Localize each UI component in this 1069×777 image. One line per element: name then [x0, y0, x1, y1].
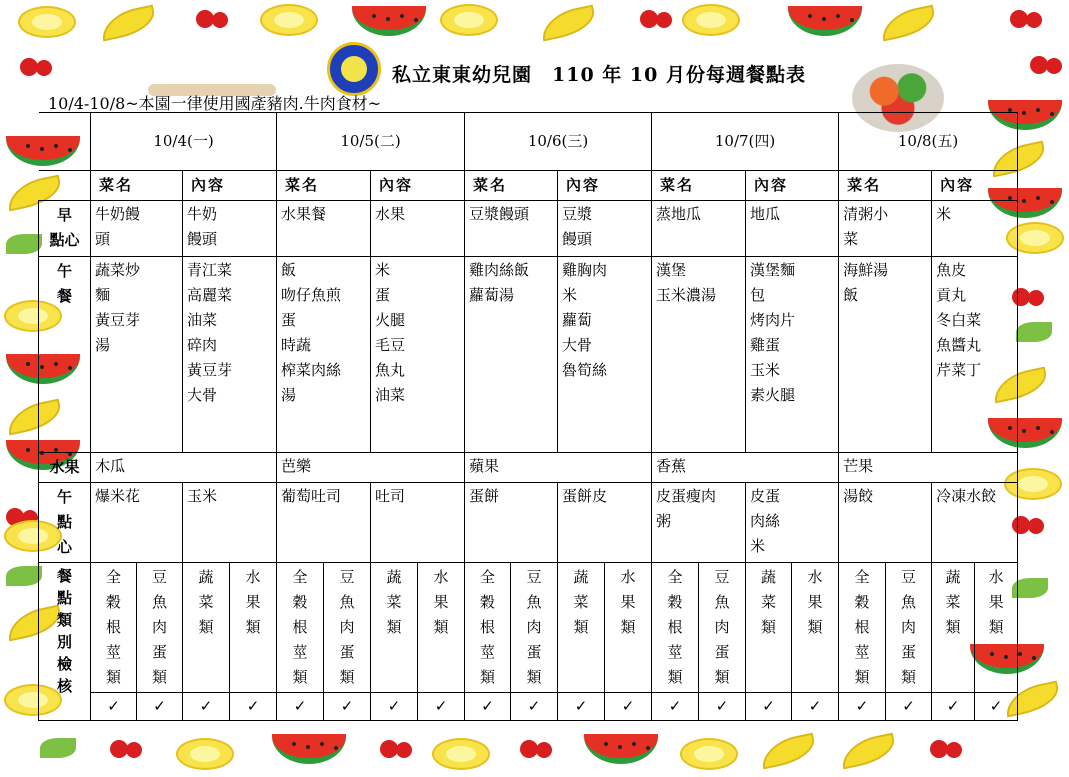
cherry-decoration	[640, 10, 658, 28]
cherry-decoration	[520, 740, 538, 758]
blank-label-cell	[39, 171, 91, 201]
leaf-decoration	[40, 738, 76, 758]
category-check-mark: ✓	[605, 693, 652, 721]
category-check-mark: ✓	[975, 693, 1018, 721]
food-category: 全 穀 根 莖 類	[277, 563, 324, 693]
category-check-mark: ✓	[91, 693, 137, 721]
food-category: 水 果 類	[230, 563, 277, 693]
fruit-item: 香蕉	[652, 453, 839, 483]
row-label-fruit: 水果	[39, 453, 91, 483]
category-check-mark: ✓	[137, 693, 183, 721]
category-check-mark: ✓	[277, 693, 324, 721]
lemon-decoration	[260, 4, 318, 36]
category-check-mark: ✓	[418, 693, 465, 721]
watermelon-decoration	[272, 734, 346, 764]
fruit-item: 蘋果	[465, 453, 652, 483]
column-header-content: 內容	[932, 171, 1018, 201]
cherry-decoration	[380, 740, 398, 758]
day-header: 10/5(二)	[277, 113, 465, 171]
food-category: 蔬 菜 類	[932, 563, 975, 693]
column-header-name: 菜名	[652, 171, 746, 201]
lemon-decoration	[440, 4, 498, 36]
column-header-content: 內容	[371, 171, 465, 201]
food-category: 全 穀 根 莖 類	[91, 563, 137, 693]
lunch-name: 雞肉絲飯 蘿蔔湯	[465, 257, 558, 453]
day-header: 10/4(一)	[91, 113, 277, 171]
breakfast-content: 米	[932, 201, 1018, 257]
lunch-name: 海鮮湯 飯	[839, 257, 932, 453]
row-label-lunch: 午 餐	[39, 257, 91, 453]
food-category: 蔬 菜 類	[558, 563, 605, 693]
food-category: 全 穀 根 莖 類	[465, 563, 511, 693]
fruit-item: 木瓜	[91, 453, 277, 483]
lunch-name: 蔬菜炒 麵 黃豆芽 湯	[91, 257, 183, 453]
lunch-content: 雞胸肉 米 蘿蔔 大骨 魯筍絲	[558, 257, 652, 453]
category-check-mark: ✓	[324, 693, 371, 721]
afternoon-snack-name: 皮蛋瘦肉 粥	[652, 483, 746, 563]
day-header: 10/6(三)	[465, 113, 652, 171]
lemon-decoration	[18, 6, 76, 38]
column-header-name: 菜名	[839, 171, 932, 201]
leaf-decoration	[6, 234, 42, 254]
school-logo	[327, 42, 381, 96]
category-check-mark: ✓	[792, 693, 839, 721]
category-check-mark: ✓	[558, 693, 605, 721]
watermelon-decoration	[788, 6, 862, 36]
breakfast-name: 牛奶饅 頭	[91, 201, 183, 257]
banana-decoration	[838, 732, 898, 769]
breakfast-content: 豆漿 饅頭	[558, 201, 652, 257]
afternoon-snack-name: 爆米花	[91, 483, 183, 563]
food-category: 水 果 類	[418, 563, 465, 693]
cherry-decoration	[20, 58, 38, 76]
row-label-afternoon-snack: 午 點 心	[39, 483, 91, 563]
lunch-name: 漢堡 玉米濃湯	[652, 257, 746, 453]
column-header-content: 內容	[183, 171, 277, 201]
row-label-category-check: 餐 點 類 別 檢 核	[39, 563, 91, 721]
afternoon-snack-content: 玉米	[183, 483, 277, 563]
lemon-decoration	[680, 738, 738, 770]
category-check-mark: ✓	[183, 693, 230, 721]
category-check-mark: ✓	[511, 693, 558, 721]
category-check-mark: ✓	[230, 693, 277, 721]
category-check-mark: ✓	[652, 693, 699, 721]
cherry-decoration	[110, 740, 128, 758]
lunch-name: 飯 吻仔魚煎 蛋 時蔬 榨菜肉絲 湯	[277, 257, 371, 453]
cherry-decoration	[930, 740, 948, 758]
breakfast-content: 地瓜	[746, 201, 839, 257]
watermelon-decoration	[584, 734, 658, 764]
corner-cell	[39, 113, 91, 171]
cherry-decoration	[1030, 56, 1048, 74]
banana-decoration	[98, 4, 158, 41]
food-category: 水 果 類	[792, 563, 839, 693]
afternoon-snack-content: 吐司	[371, 483, 465, 563]
afternoon-snack-content: 皮蛋 肉絲 米	[746, 483, 839, 563]
lunch-content: 米 蛋 火腿 毛豆 魚丸 油菜	[371, 257, 465, 453]
breakfast-name: 清粥小 菜	[839, 201, 932, 257]
page-title: 私立東東幼兒園 110 年 10 月份每週餐點表	[392, 64, 806, 86]
banana-decoration	[758, 732, 818, 769]
column-header-name: 菜名	[277, 171, 371, 201]
breakfast-name: 水果餐	[277, 201, 371, 257]
leaf-decoration	[1016, 322, 1052, 342]
lemon-decoration	[176, 738, 234, 770]
lunch-content: 魚皮 貢丸 冬白菜 魚醬丸 芹菜丁	[932, 257, 1018, 453]
watermelon-decoration	[352, 6, 426, 36]
column-header-name: 菜名	[465, 171, 558, 201]
fruit-item: 芭樂	[277, 453, 465, 483]
food-category: 全 穀 根 莖 類	[839, 563, 886, 693]
afternoon-snack-name: 蛋餅	[465, 483, 558, 563]
lemon-decoration	[432, 738, 490, 770]
cherry-decoration	[196, 10, 214, 28]
row-label-breakfast: 早 點心	[39, 201, 91, 257]
weekly-menu-table	[38, 112, 1018, 721]
food-category: 豆 魚 肉 蛋 類	[324, 563, 371, 693]
breakfast-content: 牛奶 饅頭	[183, 201, 277, 257]
category-check-mark: ✓	[839, 693, 886, 721]
afternoon-snack-content: 冷凍水餃	[932, 483, 1018, 563]
leaf-decoration	[6, 566, 42, 586]
banana-decoration	[878, 4, 938, 41]
breakfast-name: 蒸地瓜	[652, 201, 746, 257]
cherry-decoration	[1010, 10, 1028, 28]
food-category: 豆 魚 肉 蛋 類	[886, 563, 932, 693]
column-header-content: 內容	[558, 171, 652, 201]
page-note: 10/4-10/8~本園一律使用國產豬肉.牛肉食材~	[48, 94, 382, 113]
food-category: 水 果 類	[975, 563, 1018, 693]
category-check-mark: ✓	[465, 693, 511, 721]
breakfast-content: 水果	[371, 201, 465, 257]
food-category: 蔬 菜 類	[183, 563, 230, 693]
day-header: 10/8(五)	[839, 113, 1018, 171]
food-category: 蔬 菜 類	[371, 563, 418, 693]
breakfast-name: 豆漿饅頭	[465, 201, 558, 257]
column-header-name: 菜名	[91, 171, 183, 201]
food-category: 豆 魚 肉 蛋 類	[699, 563, 746, 693]
lunch-content: 青江菜 高麗菜 油菜 碎肉 黃豆芽 大骨	[183, 257, 277, 453]
food-category: 全 穀 根 莖 類	[652, 563, 699, 693]
afternoon-snack-name: 葡萄吐司	[277, 483, 371, 563]
afternoon-snack-content: 蛋餅皮	[558, 483, 652, 563]
category-check-mark: ✓	[746, 693, 792, 721]
food-category: 蔬 菜 類	[746, 563, 792, 693]
banana-decoration	[538, 4, 598, 41]
category-check-mark: ✓	[699, 693, 746, 721]
category-check-mark: ✓	[886, 693, 932, 721]
lemon-decoration	[682, 4, 740, 36]
afternoon-snack-name: 湯餃	[839, 483, 932, 563]
day-header: 10/7(四)	[652, 113, 839, 171]
food-category: 豆 魚 肉 蛋 類	[511, 563, 558, 693]
food-category: 水 果 類	[605, 563, 652, 693]
column-header-content: 內容	[746, 171, 839, 201]
category-check-mark: ✓	[932, 693, 975, 721]
category-check-mark: ✓	[371, 693, 418, 721]
food-category: 豆 魚 肉 蛋 類	[137, 563, 183, 693]
fruit-item: 芒果	[839, 453, 1018, 483]
lunch-content: 漢堡麵 包 烤肉片 雞蛋 玉米 素火腿	[746, 257, 839, 453]
